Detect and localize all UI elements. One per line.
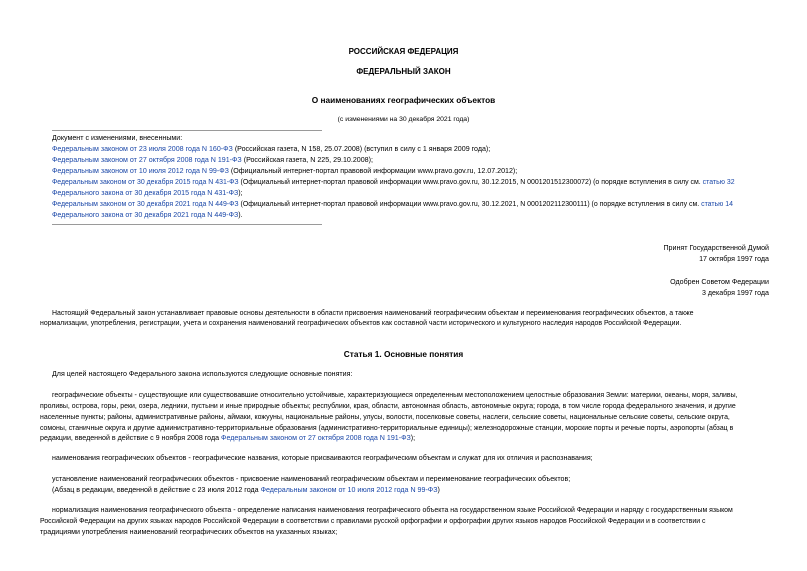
article-link[interactable]: статью 14 xyxy=(701,201,734,208)
definition-line: проливы, острова, горы, реки, озера, ледники, пустыни и иные природные объекты; республики, края, области, автономная область, автономные округа; города, в том числе города федерального значения, и другие xyxy=(40,403,736,410)
edit-note xyxy=(52,486,440,495)
law-type-heading: ФЕДЕРАЛЬНЫЙ ЗАКОН xyxy=(356,67,451,76)
amendment-link[interactable]: Федеральным законом от 30 декабря 2021 года N 449-ФЗ xyxy=(52,201,239,208)
article-link[interactable]: статью 32 xyxy=(702,179,735,186)
definition-line: установление наименований географических объектов - присвоение наименований географическим объектам и переименование географических объектов; xyxy=(52,475,571,483)
amendment-item xyxy=(52,156,373,165)
adoption-duma: Принят Государственной Думой xyxy=(663,244,769,252)
amendment-text: ). xyxy=(238,211,243,219)
amendment-link[interactable]: Федеральным законом от 27 октября 2008 года N 191-ФЗ xyxy=(52,156,242,164)
adoption-council-date: 3 декабря 1997 года xyxy=(701,289,769,297)
definition-line: географические объекты - существующие или существовавшие относительно устойчивые, характеризующиеся определенным местоположением целостные образования Земли: материки, океаны, моря, заливы, xyxy=(52,392,738,399)
amendment-text: (Российская газета, N 158, 25.07.2008) (вступил в силу с 1 января 2009 года); xyxy=(232,145,491,153)
country-heading: РОССИЙСКАЯ ФЕДЕРАЦИЯ xyxy=(348,47,459,56)
amendment-item xyxy=(52,145,490,154)
definition-line: Российской Федерации на других языках народов Российской Федерации в соответствии с правилами русской орфографии и орфографии других языков народов Российской Федерации и в соответствии с xyxy=(40,518,706,525)
definition-line: сомоны, станичные округа и другие административно-территориальные образования (административно-территориальные единицы); железнодорожные станции, морские порты и речные порты, аэропорты (абзац в xyxy=(40,425,734,432)
amendment-item-cont xyxy=(52,189,243,198)
amendment-link[interactable]: Федеральным законом от 10 июля 2012 года N 99-ФЗ xyxy=(260,486,438,494)
amendment-text: (Официальный интернет-портал правовой информации www.pravo.gov.ru, 12.07.2012); xyxy=(228,167,518,175)
amendment-link[interactable]: Федеральным законом от 10 июля 2012 года N 99-ФЗ xyxy=(52,167,229,175)
amendment-text: (Официальный интернет-портал правовой информации www.pravo.gov.ru, 30.12.2021, N 0001202112300111) (о порядке вступления в силу см. xyxy=(238,201,700,208)
definition-line: наименования географических объектов - географические названия, которые присваиваются географическим объектам и служат для их отличия и распознавания; xyxy=(52,454,593,462)
amendments-intro: Документ с изменениями, внесенными: xyxy=(52,134,183,142)
amendment-link[interactable]: Федерального закона от 30 декабря 2015 года N 431-ФЗ xyxy=(52,189,239,197)
edit-note-text: (Абзац в редакции, введенной в действие с 23 июля 2012 года xyxy=(52,486,261,494)
amendment-item xyxy=(52,178,735,187)
definition-text: ); xyxy=(410,434,416,442)
amendment-link[interactable]: Федерального закона от 30 декабря 2021 года N 449-ФЗ xyxy=(52,211,239,219)
definition-line: нормализация наименования географического объекта - определение написания наименования географического объекта на государственном языке Российской Федерации и наряду с государственным языком xyxy=(52,507,733,514)
amendments-bottom-rule xyxy=(52,224,322,225)
preamble-line: Настоящий Федеральный закон устанавливает правовые основы деятельности в области присвоения наименований географическим объектам и переименования географических объектов, а также xyxy=(52,310,694,317)
amendment-text: (Официальный интернет-портал правовой информации www.pravo.gov.ru, 30.12.2015, N 0001201512300072) (о порядке вступления в силу см. xyxy=(238,179,701,186)
amendment-text: ); xyxy=(238,189,243,197)
article-intro: Для целей настоящего Федерального закона используются следующие основные понятия: xyxy=(52,370,353,378)
definition-line: населенные пункты; районы, административные районы, аймаки, кожууны, национальные районы, улусы, волости, поселковые советы, наслеги, сельские советы, национальные сельские советы, сельские округа, xyxy=(40,414,730,421)
article-heading: Статья 1. Основные понятия xyxy=(343,349,464,359)
adoption-council: Одобрен Советом Федерации xyxy=(670,278,769,286)
amendment-text: (Российская газета, N 225, 29.10.2008); xyxy=(241,156,373,164)
preamble-line: нормализации, употребления, регистрации, учета и сохранения наименований географических объектов как составной части исторического и культурного наследия народов Российской Федерации. xyxy=(40,320,682,327)
document-title: О наименованиях географических объектов xyxy=(311,95,496,105)
amendment-link[interactable]: Федеральным законом от 23 июля 2008 года N 160-ФЗ xyxy=(52,145,233,153)
definition-line xyxy=(40,434,415,443)
definition-line: традициями употребления наименований географических объектов на указанных языках; xyxy=(40,528,338,536)
amendment-link[interactable]: Федеральным законом от 30 декабря 2015 года N 431-ФЗ xyxy=(52,179,239,186)
definition-text: редакции, введенной в действие с 9 ноября 2008 года xyxy=(40,434,222,442)
amendments-top-rule xyxy=(52,130,322,131)
amendment-item xyxy=(52,167,517,176)
adoption-duma-date: 17 октября 1997 года xyxy=(699,255,769,263)
amendment-item-cont xyxy=(52,211,243,220)
document-subtitle: (с изменениями на 30 декабря 2021 года) xyxy=(337,116,470,123)
amendment-item xyxy=(52,200,733,209)
amendment-link[interactable]: Федеральным законом от 27 октября 2008 года N 191-ФЗ xyxy=(221,434,411,442)
edit-note-text: ) xyxy=(437,486,440,494)
